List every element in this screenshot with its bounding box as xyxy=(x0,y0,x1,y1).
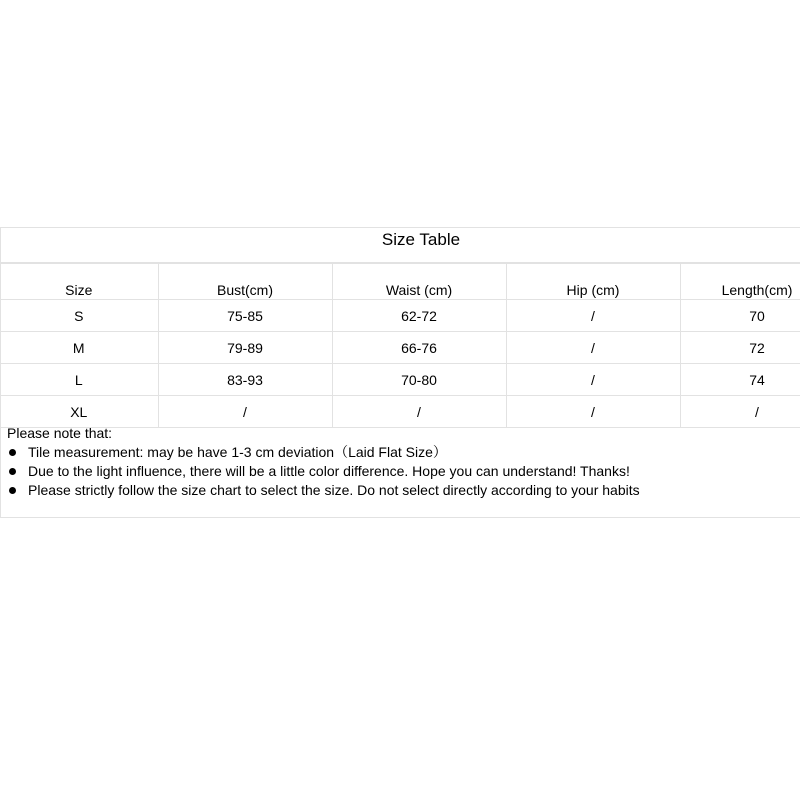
length-cell: 72 xyxy=(680,332,800,364)
waist-cell: 66-76 xyxy=(332,332,506,364)
hip-cell: / xyxy=(506,332,680,364)
column-header-length: Length(cm) xyxy=(680,264,800,300)
note-text: Tile measurement: may be have 1-3 cm deviation（Laid Flat Size） xyxy=(28,444,447,460)
bust-cell: 75-85 xyxy=(158,300,332,332)
hip-cell: / xyxy=(506,396,680,428)
table-row xyxy=(0,300,800,332)
waist-cell: 62-72 xyxy=(332,300,506,332)
size-notes xyxy=(7,424,640,500)
size-cell: M xyxy=(0,332,158,364)
hip-cell: / xyxy=(506,364,680,396)
column-header-size: Size xyxy=(0,264,158,300)
size-table xyxy=(0,263,800,428)
bust-cell: 83-93 xyxy=(158,364,332,396)
list-item xyxy=(7,481,640,500)
note-text: Please strictly follow the size chart to select the size. Do not select directly according to your habits xyxy=(28,482,640,498)
column-header-hip: Hip (cm) xyxy=(506,264,680,300)
table-row xyxy=(0,364,800,396)
column-header-waist: Waist (cm) xyxy=(332,264,506,300)
notes-list xyxy=(7,443,640,500)
bust-cell: / xyxy=(158,396,332,428)
hip-cell: / xyxy=(506,300,680,332)
list-item xyxy=(7,462,640,481)
column-header-bust: Bust(cm) xyxy=(158,264,332,300)
bullet-icon xyxy=(9,449,16,456)
length-cell: 70 xyxy=(680,300,800,332)
size-cell: L xyxy=(0,364,158,396)
table-row xyxy=(0,332,800,364)
size-cell: S xyxy=(0,300,158,332)
length-cell: / xyxy=(680,396,800,428)
length-cell: 74 xyxy=(680,364,800,396)
table-header-row xyxy=(0,264,800,300)
table-row xyxy=(0,396,800,428)
bust-cell: 79-89 xyxy=(158,332,332,364)
size-table-title: Size Table xyxy=(1,228,800,263)
waist-cell: 70-80 xyxy=(332,364,506,396)
bullet-icon xyxy=(9,487,16,494)
size-cell: XL xyxy=(0,396,158,428)
size-chart-panel xyxy=(0,227,800,518)
notes-heading: Please note that: xyxy=(7,425,113,441)
waist-cell: / xyxy=(332,396,506,428)
list-item xyxy=(7,443,640,462)
bullet-icon xyxy=(9,468,16,475)
note-text: Due to the light influence, there will be a little color difference. Hope you can understand! Thanks! xyxy=(28,463,630,479)
